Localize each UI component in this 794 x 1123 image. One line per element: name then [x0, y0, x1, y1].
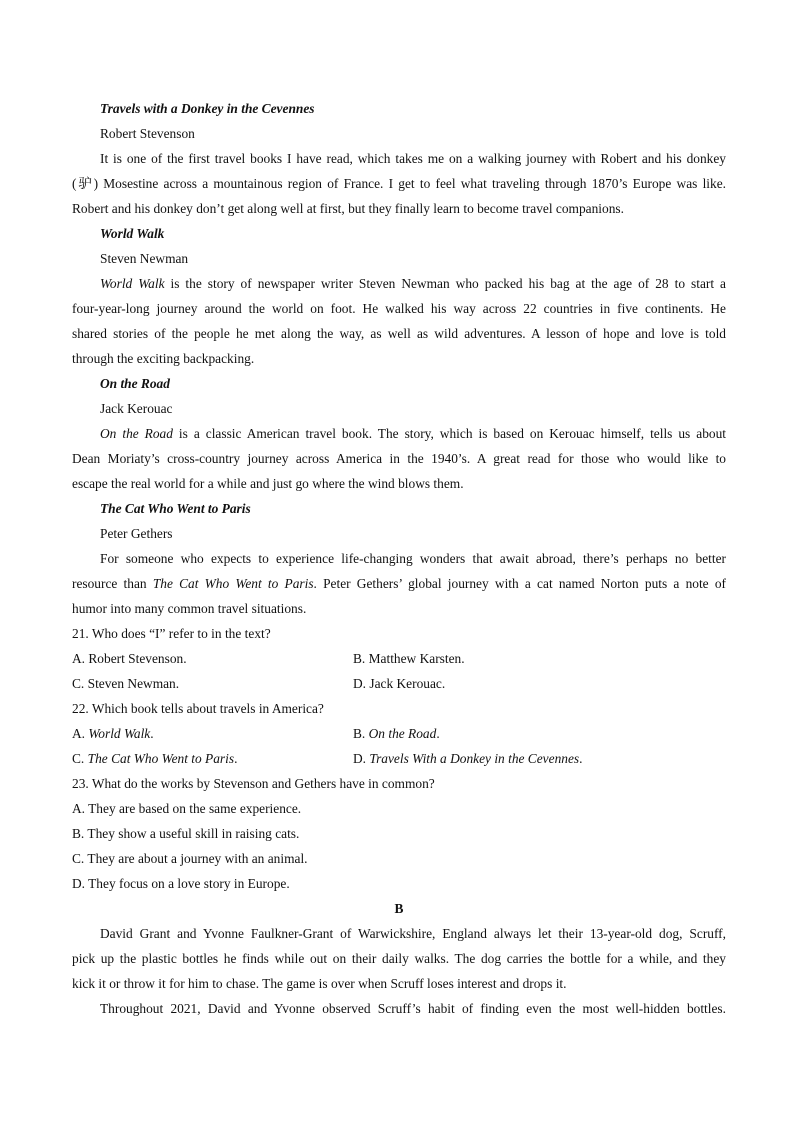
option-end: . — [234, 751, 238, 766]
book-author: Robert Stevenson — [100, 126, 195, 141]
option-end: . — [436, 726, 440, 741]
body-line: humor into many common travel situations. — [72, 601, 307, 616]
italic-title: On the Road — [368, 726, 437, 741]
option-b: B. They show a useful skill in raising cats. — [72, 826, 300, 841]
body-line: For someone who expects to experience life-changing wonders that await abroad, there’s perhaps no better — [100, 551, 726, 566]
book-title: The Cat Who Went to Paris — [100, 501, 251, 516]
body-text: is a classic American travel book. The story, which is based on Kerouac himself, tells us about — [172, 426, 726, 441]
option-c — [72, 746, 353, 771]
option-a: A. They are based on the same experience. — [72, 801, 302, 816]
option-a: A. Robert Stevenson. — [72, 651, 187, 666]
body-line: escape the real world for a while and just go where the wind blows them. — [72, 476, 464, 491]
body-line: David Grant and Yvonne Faulkner-Grant of Warwickshire, England always let their 13-year-old dog, Scruff, — [100, 926, 726, 941]
book-title: World Walk — [100, 226, 165, 241]
option-d: D. Jack Kerouac. — [353, 676, 446, 691]
options-row — [72, 746, 726, 771]
option-letter: D. — [353, 751, 370, 766]
italic-title: The Cat Who Went to Paris — [87, 751, 235, 766]
body-line: Dean Moriaty’s cross-country journey across America in the 1940’s. A great read for those who would like to — [72, 451, 726, 466]
body-line: through the exciting backpacking. — [72, 351, 255, 366]
option-end: . — [150, 726, 154, 741]
option-letter: B. — [353, 726, 369, 741]
body-line — [72, 271, 726, 296]
body-line: It is one of the first travel books I have read, which takes me on a walking journey with Robert and his donkey — [100, 151, 726, 166]
book-author: Peter Gethers — [100, 526, 173, 541]
italic-title: The Cat Who Went to Paris — [152, 576, 314, 591]
option-b: B. Matthew Karsten. — [353, 651, 465, 666]
option-d: D. They focus on a love story in Europe. — [72, 876, 290, 891]
option-c: C. They are about a journey with an animal. — [72, 851, 308, 866]
body-line: four-year-long journey around the world on foot. He walked his way across 22 countries in five continents. He — [72, 301, 726, 316]
option-c: C. Steven Newman. — [72, 676, 180, 691]
book-title: Travels with a Donkey in the Cevennes — [100, 101, 315, 116]
italic-title: World Walk — [100, 276, 165, 291]
section-heading: B — [394, 901, 404, 916]
option-b — [353, 721, 440, 746]
option-letter: A. — [72, 726, 89, 741]
body-line: kick it or throw it for him to chase. The game is over when Scruff loses interest and drops it. — [72, 976, 567, 991]
question-stem: 22. Which book tells about travels in America? — [72, 701, 324, 716]
body-line: Throughout 2021, David and Yvonne observed Scruff’s habit of finding even the most well-hidden bottles. — [100, 1001, 726, 1016]
body-line: Robert and his donkey don’t get along well at first, but they finally learn to become travel companions. — [72, 201, 624, 216]
body-line — [72, 571, 726, 596]
book-author: Steven Newman — [100, 251, 189, 266]
document-page — [72, 96, 726, 1021]
italic-title: On the Road — [100, 426, 173, 441]
question-stem: 21. Who does “I” refer to in the text? — [72, 626, 271, 641]
body-line: (驴) Mosestine across a mountainous region of France. I get to feel what traveling through 1870’s Europe was like. — [72, 176, 726, 191]
body-text: is the story of newspaper writer Steven Newman who packed his bag at the age of 28 to start a — [164, 276, 726, 291]
option-letter: C. — [72, 751, 88, 766]
options-row — [72, 721, 726, 746]
body-text: . Peter Gethers’ global journey with a cat named Norton puts a note of — [313, 576, 726, 591]
body-line: pick up the plastic bottles he finds while out on their daily walks. The dog carries the bottle for a while, and they — [72, 951, 726, 966]
italic-title: World Walk — [88, 726, 151, 741]
options-row — [72, 646, 726, 671]
options-row — [72, 671, 726, 696]
book-author: Jack Kerouac — [100, 401, 173, 416]
question-stem: 23. What do the works by Stevenson and Gethers have in common? — [72, 776, 435, 791]
book-title: On the Road — [100, 376, 170, 391]
option-a — [72, 721, 353, 746]
italic-title: Travels With a Donkey in the Cevennes — [369, 751, 580, 766]
body-line — [72, 421, 726, 446]
option-d — [353, 746, 582, 771]
body-text: resource than — [72, 576, 153, 591]
body-line: shared stories of the people he met along the way, as well as wild adventures. A lesson of hope and love is told — [72, 326, 726, 341]
option-end: . — [579, 751, 583, 766]
